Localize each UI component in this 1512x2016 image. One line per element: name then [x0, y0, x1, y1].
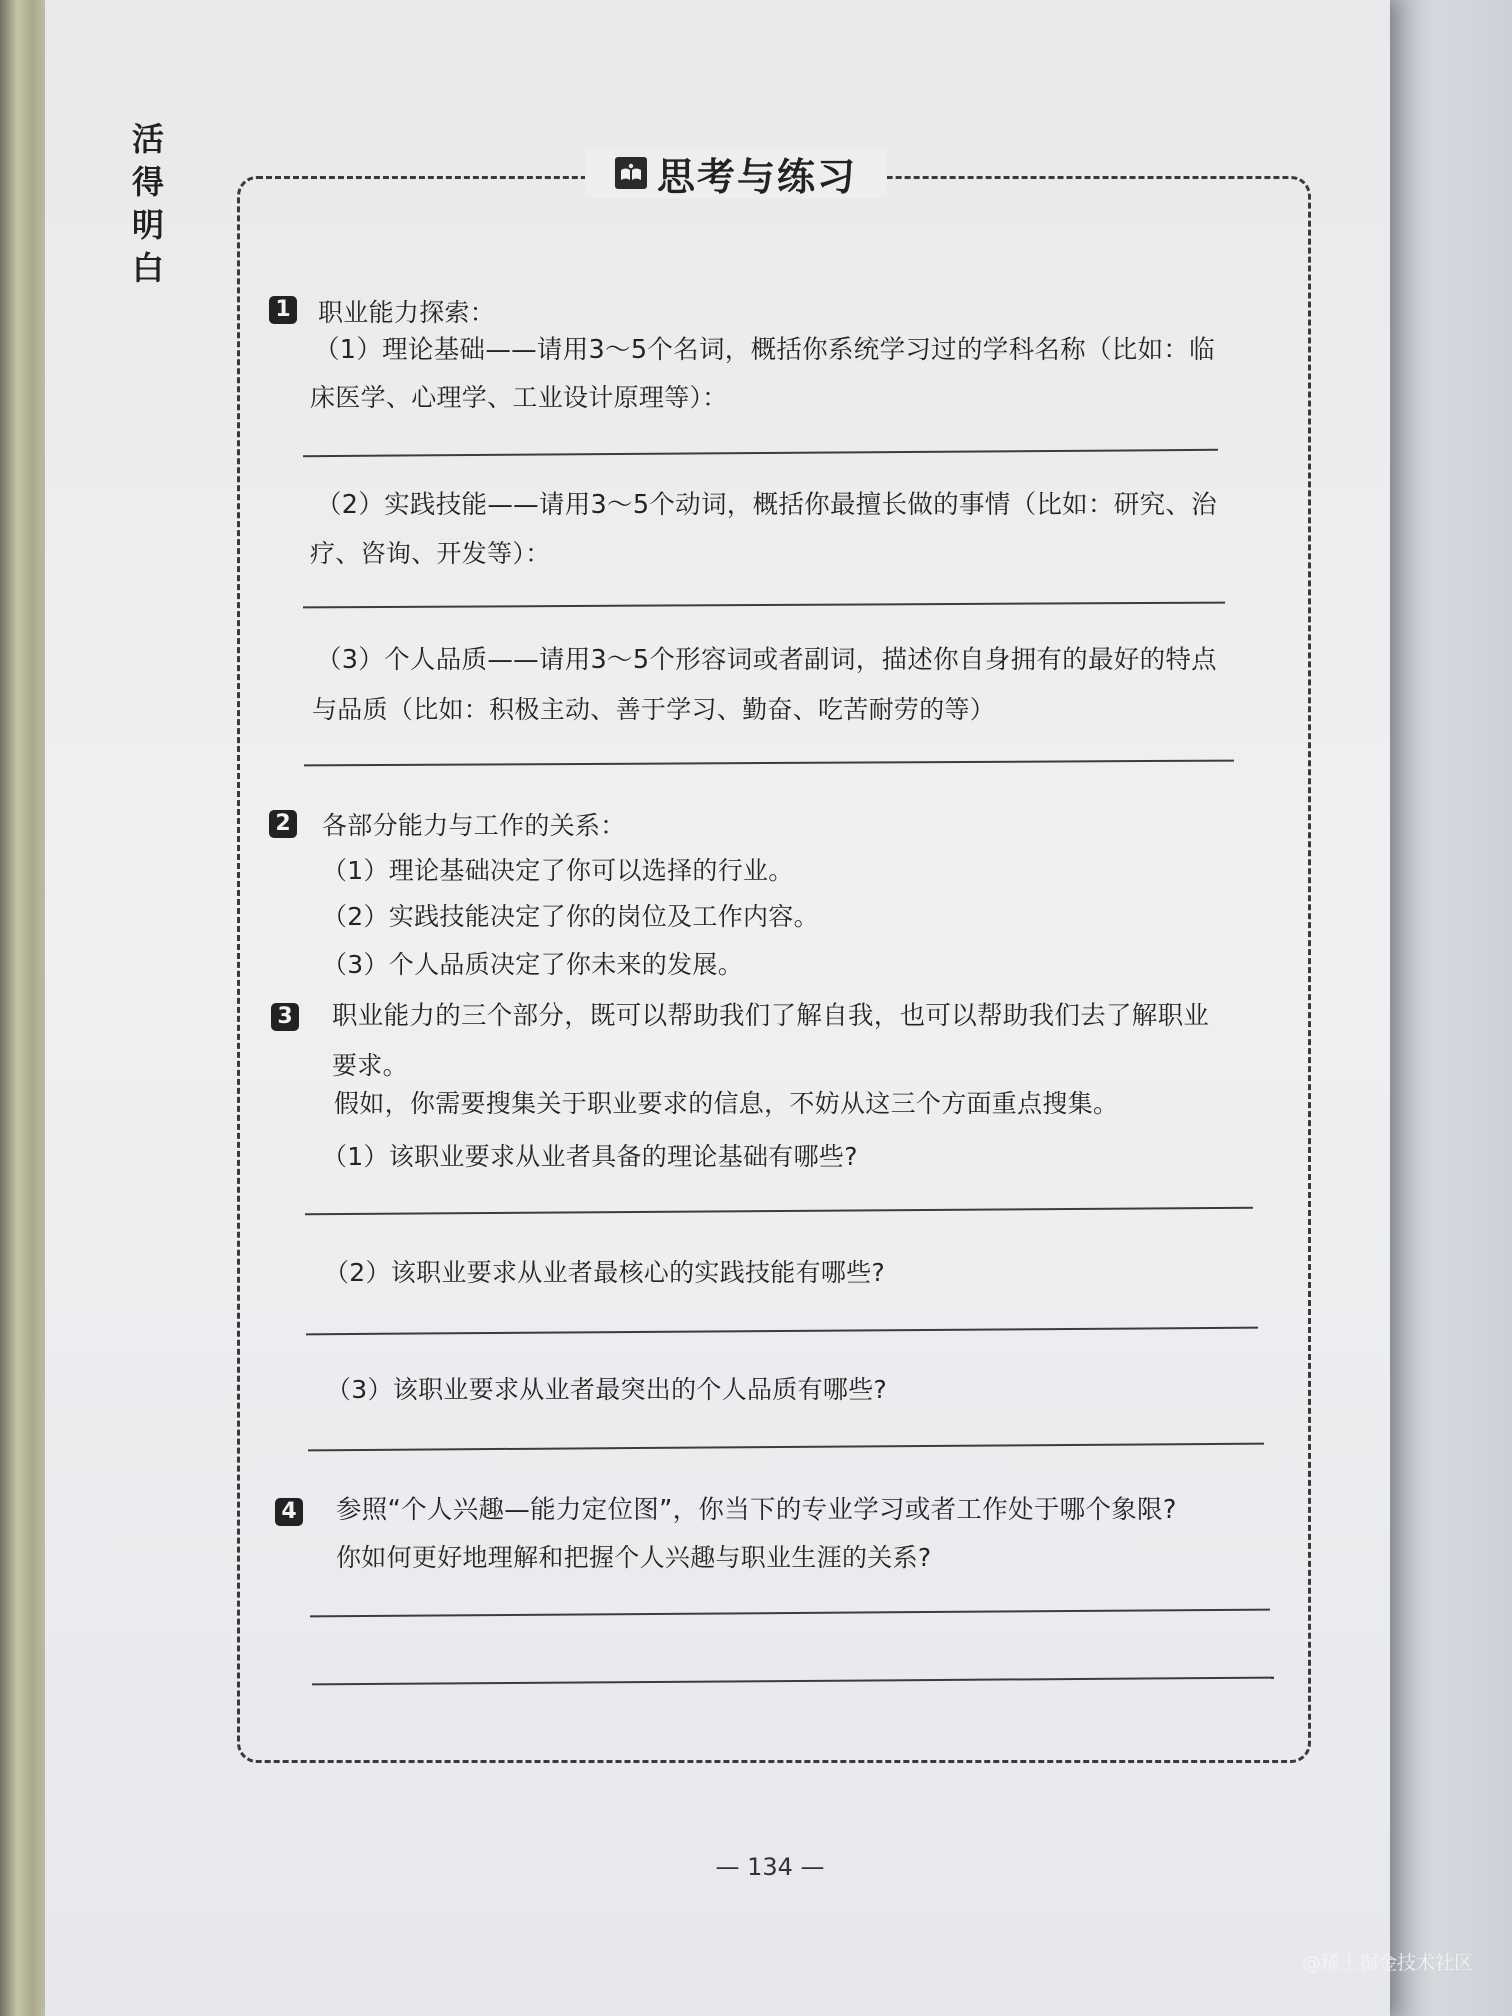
question-2-badge: 2	[269, 810, 297, 838]
background-right	[1390, 0, 1512, 2016]
question-1-badge: 1	[269, 296, 297, 324]
question-1-heading: 职业能力探索：	[318, 298, 496, 327]
q3-item-3: （3）该职业要求从业者最突出的个人品质有哪些?	[326, 1375, 888, 1404]
question-4-badge: 4	[275, 1498, 303, 1526]
page-number: — 134 —	[715, 1853, 825, 1881]
section-header	[585, 148, 887, 198]
q2-item-3: （3）个人品质决定了你未来的发展。	[322, 950, 744, 979]
q3-item-1: （1）该职业要求从业者具备的理论基础有哪些?	[322, 1142, 858, 1171]
q2-item-2: （2）实践技能决定了你的岗位及工作内容。	[322, 902, 819, 931]
book-title-char: 得	[131, 163, 164, 201]
question-3-badge: 3	[271, 1003, 299, 1031]
question-2-heading: 各部分能力与工作的关系：	[322, 811, 626, 840]
q1-part1-line1: （1）理论基础——请用3～5个名词，概括你系统学习过的学科名称（比如：临	[314, 335, 1215, 365]
q1-part1-line2: 床医学、心理学、工业设计原理等）：	[310, 383, 728, 412]
q3-line1: 职业能力的三个部分，既可以帮助我们了解自我，也可以帮助我们去了解职业	[332, 1001, 1210, 1031]
q1-part2-line1: （2）实践技能——请用3～5个动词，概括你最擅长做的事情（比如：研究、治	[316, 490, 1217, 520]
q1-part3-line2: 与品质（比如：积极主动、善于学习、勤奋、吃苦耐劳的等）	[312, 695, 996, 724]
section-title: 思考与练习	[657, 154, 858, 199]
q2-item-1: （1）理论基础决定了你可以选择的行业。	[322, 856, 794, 885]
book-icon	[615, 157, 647, 189]
book-title-char: 活	[131, 120, 164, 158]
q4-line1: 参照“个人兴趣—能力定位图”，你当下的专业学习或者工作处于哪个象限?	[336, 1495, 1177, 1525]
q3-line2: 要求。	[332, 1051, 408, 1080]
q3-item-2: （2）该职业要求从业者最核心的实践技能有哪些?	[324, 1258, 886, 1287]
book-title-char: 白	[131, 249, 164, 287]
book-title-char: 明	[131, 206, 164, 244]
q4-line2: 你如何更好地理解和把握个人兴趣与职业生涯的关系?	[336, 1543, 932, 1572]
q1-part3-line1: （3）个人品质——请用3～5个形容词或者副词，描述你自身拥有的最好的特点	[316, 645, 1217, 675]
book-title-vertical	[128, 118, 168, 290]
q1-part2-line2: 疗、咨询、开发等）：	[310, 539, 551, 568]
watermark: @稀土掘金技术社区	[1302, 1952, 1474, 1974]
q3-line3: 假如，你需要搜集关于职业要求的信息，不妨从这三个方面重点搜集。	[334, 1089, 1119, 1118]
